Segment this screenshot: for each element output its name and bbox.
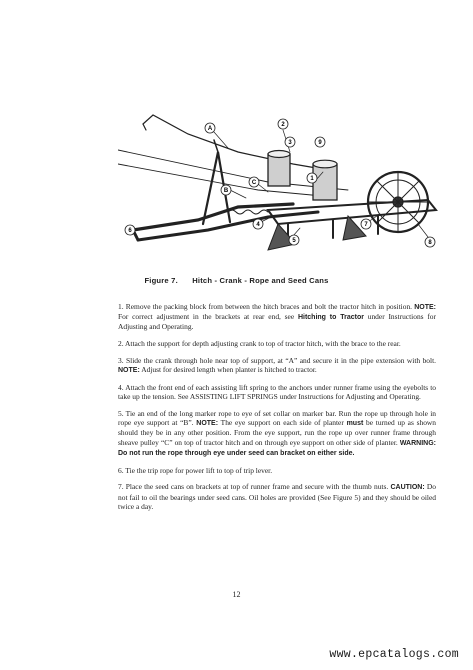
body-text-run: be turned up as shown should they be in any other position. From the eye support, run the rope up over runner frame through sheave pulley “C” on top of tractor hitch and on through eye support on other side of planter. — [118, 418, 437, 447]
instruction-paragraph-6 — [118, 466, 436, 475]
emphasis-text: NOTE: — [118, 367, 140, 375]
body-text-run: 1. Remove the packing block from between the hitch braces and bolt the tractor hitch in position. — [118, 302, 415, 311]
callout-a: A — [207, 126, 213, 133]
instruction-paragraph-7 — [118, 482, 436, 511]
planter-illustration — [118, 112, 440, 262]
instruction-paragraph-4 — [118, 383, 436, 401]
callout-3: 3 — [288, 140, 292, 147]
emphasis-text: NOTE: — [414, 304, 436, 311]
instruction-paragraph-2 — [118, 339, 436, 348]
figure-number: Figure 7. — [144, 276, 178, 285]
callout-6: 6 — [128, 228, 132, 235]
body-text-run: 5. Tie an end of the long marker rope to eye of set collar on marker bar. Run the rope up through hole in rope eye support at “B”. — [118, 409, 436, 428]
callout-2: 2 — [281, 122, 285, 129]
figure-caption — [0, 276, 473, 285]
body-text-run: For correct adjustment in the brackets at rear end, see — [118, 312, 298, 322]
body-text-run: Do not fail to oil the bearings under seed cans. Oil holes are provided (See Figure 5) and they should be oiled twice a day. — [118, 482, 436, 511]
callout-7: 7 — [364, 222, 368, 229]
callout-9: 9 — [318, 140, 322, 147]
site-watermark: www.epcatalogs.com — [329, 648, 459, 661]
emphasis-text: NOTE: — [196, 420, 219, 428]
emphasis-text: WARNING: — [399, 439, 436, 447]
emphasis-text: must — [346, 420, 364, 428]
body-text-run: 6. Tie the trip rope for power lift to top of trip lever. — [118, 465, 273, 475]
callout-4: 4 — [256, 222, 260, 229]
body-text-run: 2. Attach the support for depth adjusting crank to top of tractor hitch, with the brace to the rear. — [118, 339, 401, 349]
body-text-run: Adjust for desired length when planter is hitched to tractor. — [139, 365, 317, 375]
emphasis-text: Hitching to Tractor — [297, 314, 364, 322]
callout-b: B — [223, 188, 229, 195]
body-text-run: 3. Slide the crank through hole near top of support, at “A” and secure it in the pipe extension with bolt. — [118, 356, 436, 365]
body-text-run: 7. Place the seed cans on brackets at top of runner frame and secure with the thumb nuts. — [118, 482, 391, 492]
callout-c: C — [251, 180, 257, 187]
instructions-body — [118, 302, 436, 519]
instruction-paragraph-1 — [118, 302, 436, 332]
figure-title: Hitch - Crank - Rope and Seed Cans — [192, 276, 329, 285]
instruction-paragraph-3 — [118, 356, 436, 375]
body-text-run: The eye support on each side of planter — [218, 418, 347, 428]
instruction-paragraph-5 — [118, 409, 436, 458]
callout-1: 1 — [310, 176, 314, 183]
callout-8: 8 — [428, 240, 432, 247]
emphasis-text: CAUTION: — [390, 484, 425, 492]
body-text-run: under Instructions for Adjusting and Operating. — [118, 312, 437, 332]
emphasis-text: Do not run the rope through eye under seed can bracket on either side. — [118, 449, 355, 457]
callout-5: 5 — [292, 238, 296, 245]
page-number: 12 — [232, 590, 241, 599]
body-text-run: 4. Attach the front end of each assisting lift spring to the anchors under runner frame using the eyebolts to take up the tension. See ASSISTING LIFT SPRINGS under Instructions for Adjusting and Operating. — [118, 383, 436, 402]
